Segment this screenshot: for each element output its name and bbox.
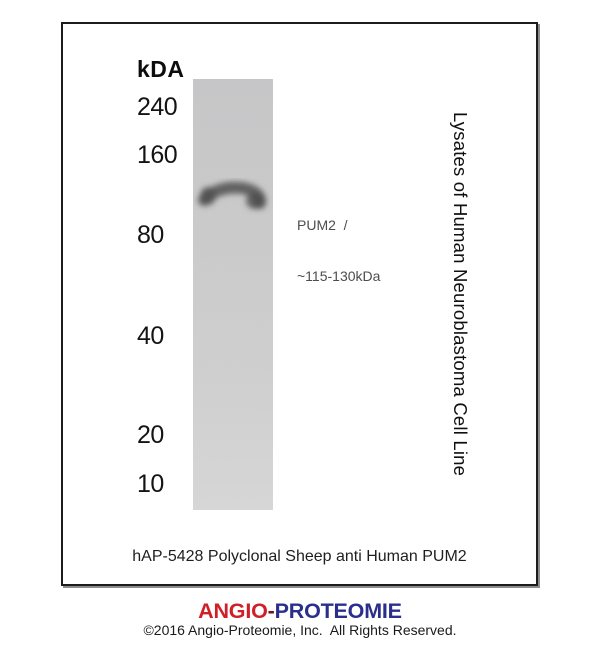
protein-band-graphic bbox=[193, 79, 273, 510]
band-annotation-protein: PUM2 / bbox=[297, 217, 348, 233]
brand-logo bbox=[0, 599, 600, 624]
copyright-notice: ©2016 Angio-Proteomie, Inc. All Rights Reserved. bbox=[143, 622, 457, 638]
antibody-caption: hAP-5428 Polyclonal Sheep anti Human PUM2 bbox=[132, 548, 467, 565]
figure-panel bbox=[61, 22, 538, 586]
ladder-marker-20: 20 bbox=[137, 421, 164, 449]
ladder-marker-160: 160 bbox=[137, 141, 178, 169]
band-annotation-mw: ~115-130kDa bbox=[297, 268, 381, 284]
brand-logo-proteomie: PROTEOMIE bbox=[274, 599, 402, 623]
brand-logo-hyphen: - bbox=[267, 599, 275, 623]
gel-lane bbox=[193, 79, 273, 510]
band-annotation bbox=[297, 183, 380, 319]
ladder-marker-40: 40 bbox=[137, 322, 164, 350]
ladder-marker-10: 10 bbox=[137, 470, 164, 498]
kda-unit-label: kDA bbox=[137, 56, 185, 82]
ladder-marker-80: 80 bbox=[137, 221, 164, 249]
sample-side-label: Lysates of Human Neuroblastoma Cell Line bbox=[450, 112, 471, 477]
brand-logo-angio: ANGIO bbox=[198, 599, 268, 623]
ladder-marker-240: 240 bbox=[137, 93, 178, 121]
